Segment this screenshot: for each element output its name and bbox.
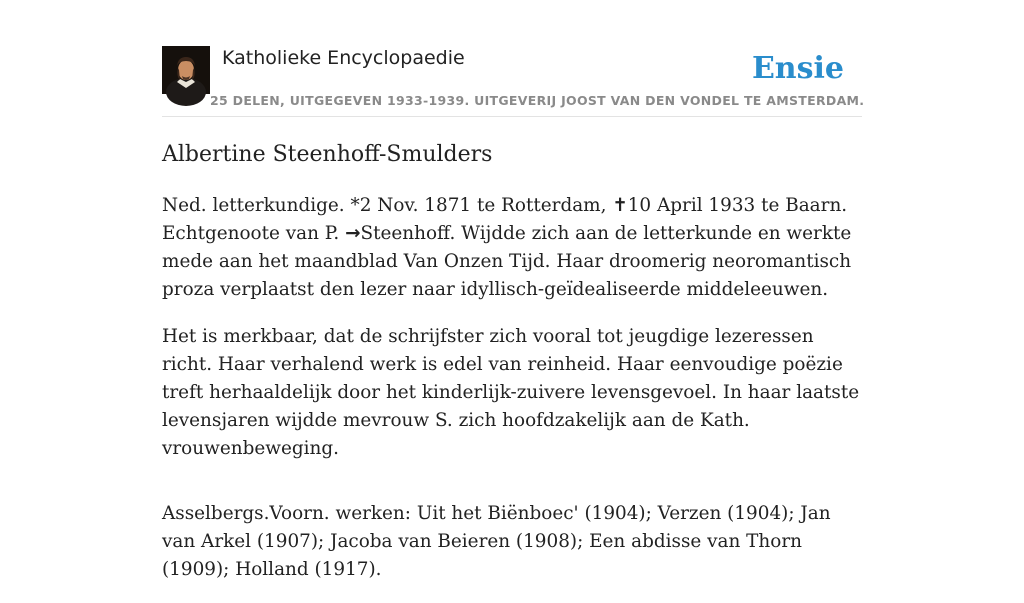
cross-reference-arrow-icon: → [345,223,361,244]
paragraph-1-text-start: Ned. letterkundige. *2 Nov. 1871 te Rotterdam, [162,195,613,216]
source-subtitle: 25 DELEN, UITGEGEVEN 1933-1939. UITGEVERIJ JOOST VAN DEN VONDEL TE AMSTERDAM. [210,93,865,108]
death-cross-icon: ✝ [612,195,628,216]
portrait-avatar-icon[interactable] [162,46,210,94]
paragraph-1-text-middle: 10 April 1933 te Baarn. Echtgenoote van P. [162,195,848,244]
ensie-logo-link[interactable]: Ensie [751,51,844,86]
entry-paragraph-2: Het is merkbaar, dat de schrijfster zich vooral tot jeugdige lezeressen richt. Haar verhalend werk is edel van reinheid. Haar eenvoudige poëzie treft herhaaldelijk door het kinderlijk-zuivere levensgevoel. In haar laatste levensjaren wijdde mevrouw S. zich hoofdzakelijk aan de Kath. vrouwenbeweging. [162,326,860,459]
entry-title: Albertine Steenhoff-Smulders [162,142,493,167]
entry-content [162,192,862,603]
cross-reference-link: Steenhoff. Wijdde zich aan de letterkunde en werkte mede aan het maandblad Van Onzen Tijd. Haar droomerig neoromantisch proza verplaatst den lezer naar idyllisch-geïdealiseerde middeleeuwen. [162,223,852,300]
source-header [162,0,865,117]
source-title[interactable]: Katholieke Encyclopaedie [222,47,465,69]
entry-paragraph-1 [162,192,862,304]
entry-paragraph-3: Asselbergs.Voorn. werken: Uit het Biënboec' (1904); Verzen (1904); Jan van Arkel (1907); Jacoba van Beieren (1908); Een abdisse van Thorn (1909); Holland (1917). [162,503,831,580]
page [162,0,865,580]
